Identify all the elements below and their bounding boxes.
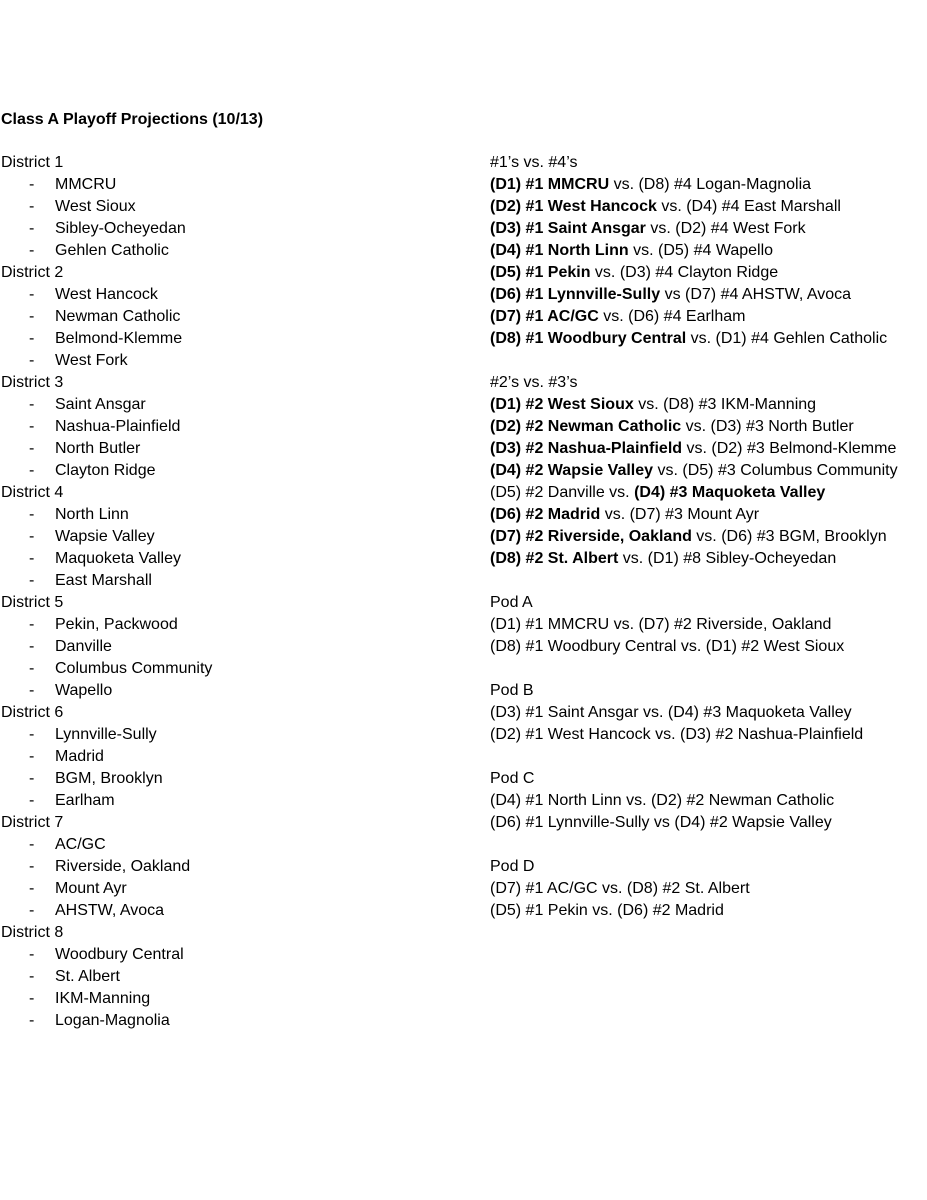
team-name: North Butler [55,440,141,457]
district-heading: District 4 [1,484,64,501]
home-team: (D8) #2 St. Albert [490,550,619,567]
list-item [1,504,441,526]
team-name: Nashua-Plainfield [55,418,181,435]
list-item [1,878,441,900]
list-item [1,768,441,790]
list-item [1,548,441,570]
team-name: Earlham [55,792,115,809]
list-item [1,834,441,856]
list-item [1,746,441,768]
home-team: (D3) #2 Nashua-Plainfield [490,440,683,457]
home-team: (D1) #1 MMCRU [490,176,610,193]
section-heading-1v4: #1’s vs. #4’s [490,154,578,171]
dash-bullet: - [29,418,35,435]
spacer [490,834,927,856]
matchup-row [490,174,927,196]
vs-separator: vs. [633,396,664,413]
spacer [490,746,927,768]
list-item [1,790,441,812]
dash-bullet: - [29,836,35,853]
pod-game: (D5) #1 Pekin vs. (D6) #2 Madrid [490,902,724,919]
away-team: (D2) #4 West Fork [675,220,806,237]
dash-bullet: - [29,726,35,743]
team-name: West Sioux [55,198,136,215]
vs-separator: vs. [686,330,716,347]
list-item [1,900,441,922]
pod-game: (D6) #1 Lynnville-Sully vs (D4) #2 Wapsie Valley [490,814,832,831]
home-team: (D6) #2 Madrid [490,506,601,523]
district-list [1,152,441,1032]
team-name: West Hancock [55,286,158,303]
pod-heading: Pod D [490,858,535,875]
matchup-row [490,284,927,306]
away-team: (D3) #4 Clayton Ridge [619,264,779,281]
dash-bullet: - [29,308,35,325]
matchup-row [490,548,927,570]
pod-game: (D7) #1 AC/GC vs. (D8) #2 St. Albert [490,880,750,897]
list-item [1,636,441,658]
list-item [1,856,441,878]
team-name: Clayton Ridge [55,462,156,479]
matchup-row [490,460,927,482]
list-item [1,218,441,240]
team-name: Mount Ayr [55,880,127,897]
vs-separator: vs. [598,308,629,325]
away-team: (D8) #3 IKM-Manning [663,396,817,413]
dash-bullet: - [29,352,35,369]
district-heading: District 3 [1,374,64,391]
away-team: (D5) #4 Wapello [658,242,774,259]
team-name: Madrid [55,748,104,765]
dash-bullet: - [29,396,35,413]
vs-separator: vs. [645,220,676,237]
list-item [1,988,441,1010]
home-team: (D5) #2 Danville [490,484,605,501]
pod-game: (D4) #1 North Linn vs. (D2) #2 Newman Catholic [490,792,835,809]
team-name: West Fork [55,352,128,369]
dash-bullet: - [29,330,35,347]
vs-separator: vs. [656,198,687,215]
away-team: (D8) #4 Logan-Magnolia [638,176,812,193]
team-name: Gehlen Catholic [55,242,169,259]
home-team: (D8) #1 Woodbury Central [490,330,687,347]
list-item [1,174,441,196]
list-item [1,306,441,328]
dash-bullet: - [29,572,35,589]
dash-bullet: - [29,902,35,919]
team-name: MMCRU [55,176,117,193]
away-team: (D7) #4 AHSTW, Avoca [685,286,852,303]
away-team: (D5) #3 Columbus Community [682,462,898,479]
home-team: (D4) #1 North Linn [490,242,629,259]
list-item [1,460,441,482]
pod-heading: Pod C [490,770,535,787]
away-team: (D4) #4 East Marshall [686,198,841,215]
dash-bullet: - [29,968,35,985]
district-heading: District 8 [1,924,64,941]
matchup-row [490,416,927,438]
team-name: Woodbury Central [55,946,184,963]
dash-bullet: - [29,880,35,897]
pod-game: (D3) #1 Saint Ansgar vs. (D4) #3 Maquoketa Valley [490,704,852,721]
dash-bullet: - [29,242,35,259]
pod-heading: Pod B [490,682,534,699]
vs-separator: vs. [609,176,639,193]
dash-bullet: - [29,1012,35,1029]
team-name: AC/GC [55,836,106,853]
team-name: Sibley-Ocheyedan [55,220,186,237]
matchup-row [490,306,927,328]
dash-bullet: - [29,660,35,677]
dash-bullet: - [29,198,35,215]
pod-game: (D1) #1 MMCRU vs. (D7) #2 Riverside, Oakland [490,616,832,633]
team-name: Wapello [55,682,113,699]
dash-bullet: - [29,528,35,545]
vs-separator: vs. [653,462,683,479]
home-team: (D4) #2 Wapsie Valley [490,462,654,479]
spacer [490,658,927,680]
list-item [1,438,441,460]
team-name: Pekin, Packwood [55,616,178,633]
home-team: (D5) #1 Pekin [490,264,591,281]
team-name: North Linn [55,506,129,523]
dash-bullet: - [29,682,35,699]
list-item [1,526,441,548]
district-heading: District 7 [1,814,64,831]
vs-separator: vs. [590,264,620,281]
dash-bullet: - [29,770,35,787]
team-name: Danville [55,638,112,655]
matchup-row [490,504,927,526]
team-name: Riverside, Oakland [55,858,191,875]
list-item [1,570,441,592]
matchup-row [490,438,927,460]
list-item [1,328,441,350]
home-team: (D7) #1 AC/GC [490,308,599,325]
matchup-row [490,482,927,504]
vs-separator: vs. [681,418,711,435]
district-heading: District 2 [1,264,64,281]
team-name: East Marshall [55,572,152,589]
away-team: (D1) #8 Sibley-Ocheyedan [647,550,837,567]
team-name: Maquoketa Valley [55,550,181,567]
page-title: Class A Playoff Projections (10/13) [1,111,264,128]
pod-heading: Pod A [490,594,533,611]
vs-separator: vs. [604,484,635,501]
list-item [1,966,441,988]
dash-bullet: - [29,462,35,479]
vs-separator: vs. [682,440,712,457]
list-item [1,416,441,438]
vs-separator: vs. [691,528,722,545]
away-team: (D2) #3 Belmond-Klemme [711,440,897,457]
list-item [1,724,441,746]
dash-bullet: - [29,946,35,963]
home-team: (D1) #2 West Sioux [490,396,634,413]
away-team: (D7) #3 Mount Ayr [629,506,760,523]
team-name: AHSTW, Avoca [55,902,165,919]
team-name: Saint Ansgar [55,396,146,413]
dash-bullet: - [29,748,35,765]
spacer [490,350,927,372]
away-team: (D3) #3 North Butler [710,418,854,435]
matchup-row [490,328,927,350]
team-name: Newman Catholic [55,308,181,325]
team-name: Wapsie Valley [55,528,155,545]
list-item [1,196,441,218]
section-heading-2v3: #2’s vs. #3’s [490,374,578,391]
list-item [1,680,441,702]
matchup-row [490,240,927,262]
list-item [1,944,441,966]
dash-bullet: - [29,792,35,809]
list-item [1,240,441,262]
home-team: (D2) #1 West Hancock [490,198,657,215]
team-name: St. Albert [55,968,120,985]
vs-separator: vs. [618,550,648,567]
team-name: Lynnville-Sully [55,726,157,743]
dash-bullet: - [29,440,35,457]
dash-bullet: - [29,220,35,237]
team-name: Logan-Magnolia [55,1012,170,1029]
list-item [1,1010,441,1032]
dash-bullet: - [29,176,35,193]
district-heading: District 1 [1,154,64,171]
list-item [1,658,441,680]
home-team: (D6) #1 Lynnville-Sully [490,286,661,303]
dash-bullet: - [29,506,35,523]
list-item [1,284,441,306]
team-name: Columbus Community [55,660,213,677]
team-name: IKM-Manning [55,990,151,1007]
spacer [490,570,927,592]
list-item [1,614,441,636]
matchup-list [490,152,927,922]
dash-bullet: - [29,286,35,303]
pod-game: (D8) #1 Woodbury Central vs. (D1) #2 West Sioux [490,638,845,655]
list-item [1,350,441,372]
dash-bullet: - [29,550,35,567]
matchup-row [490,394,927,416]
matchup-row [490,526,927,548]
away-team: (D1) #4 Gehlen Catholic [715,330,888,347]
dash-bullet: - [29,616,35,633]
pod-game: (D2) #1 West Hancock vs. (D3) #2 Nashua-Plainfield [490,726,864,743]
home-team: (D2) #2 Newman Catholic [490,418,682,435]
away-team: (D6) #4 Earlham [628,308,746,325]
matchup-row [490,262,927,284]
matchup-row [490,196,927,218]
away-team: (D6) #3 BGM, Brooklyn [721,528,887,545]
vs-separator: vs. [628,242,659,259]
district-heading: District 6 [1,704,64,721]
home-team: (D7) #2 Riverside, Oakland [490,528,692,545]
list-item [1,394,441,416]
district-heading: District 5 [1,594,64,611]
home-team: (D3) #1 Saint Ansgar [490,220,646,237]
dash-bullet: - [29,638,35,655]
vs-separator: vs [660,286,686,303]
team-name: Belmond-Klemme [55,330,183,347]
dash-bullet: - [29,990,35,1007]
team-name: BGM, Brooklyn [55,770,163,787]
vs-separator: vs. [600,506,630,523]
matchup-row [490,218,927,240]
away-team: (D4) #3 Maquoketa Valley [634,484,826,501]
dash-bullet: - [29,858,35,875]
